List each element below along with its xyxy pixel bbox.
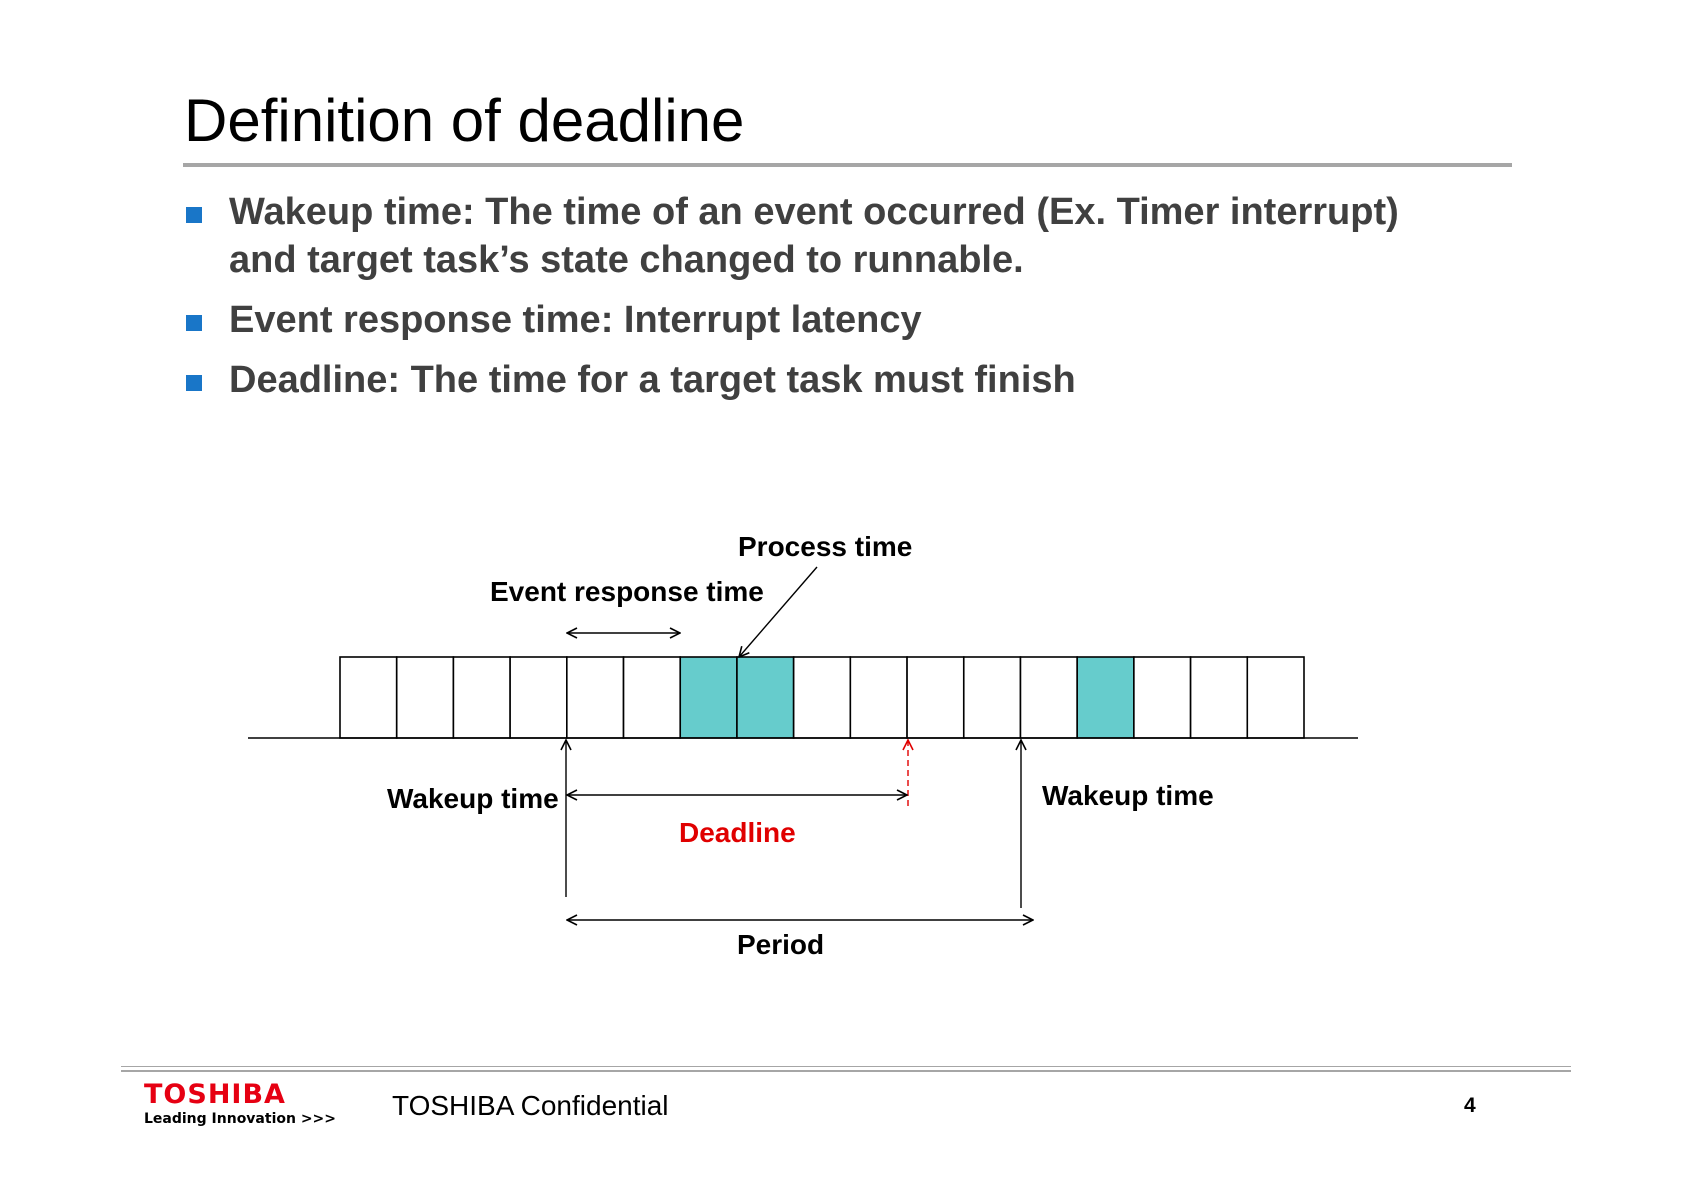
wakeup-time-label-right: Wakeup time: [1042, 780, 1214, 811]
bullet-text: Event response time: Interrupt latency: [229, 299, 922, 341]
time-slot: [567, 657, 624, 738]
time-slot: [794, 657, 851, 738]
deadline-label: Deadline: [679, 817, 796, 848]
event-response-time-label: Event response time: [490, 576, 764, 607]
bullet-text-continued: and target task’s state changed to runnable.: [229, 239, 1024, 281]
time-slot: [624, 657, 681, 738]
page-number: 4: [1464, 1094, 1476, 1117]
time-slot: [340, 657, 397, 738]
time-slots: [340, 657, 1304, 738]
logo-wordmark: TOSHIBA: [144, 1079, 286, 1110]
time-slot: [1020, 657, 1077, 738]
time-slot: [453, 657, 510, 738]
confidential-notice: TOSHIBA Confidential: [392, 1090, 669, 1121]
time-slot: [907, 657, 964, 738]
time-slot-process: [680, 657, 737, 738]
footer-divider: [121, 1066, 1571, 1067]
time-slot: [1191, 657, 1248, 738]
slide-title: Definition of deadline: [184, 87, 745, 154]
wakeup-time-label-left: Wakeup time: [387, 783, 559, 814]
time-slot: [510, 657, 567, 738]
time-slot: [850, 657, 907, 738]
time-slot-process: [737, 657, 794, 738]
toshiba-logo: [144, 1080, 336, 1128]
logo-tagline: Leading Innovation >>>: [144, 1111, 337, 1127]
time-slot: [397, 657, 454, 738]
time-slot: [1247, 657, 1304, 738]
time-slot: [1134, 657, 1191, 738]
period-label: Period: [737, 929, 825, 960]
footer-divider-thick: [121, 1070, 1571, 1072]
bullet-text: Deadline: The time for a target task must finish: [229, 359, 1076, 401]
time-slot: [964, 657, 1021, 738]
bullet-text: Wakeup time: The time of an event occurred (Ex. Timer interrupt): [229, 191, 1399, 233]
time-slot-process: [1077, 657, 1134, 738]
process-time-label: Process time: [738, 531, 913, 562]
